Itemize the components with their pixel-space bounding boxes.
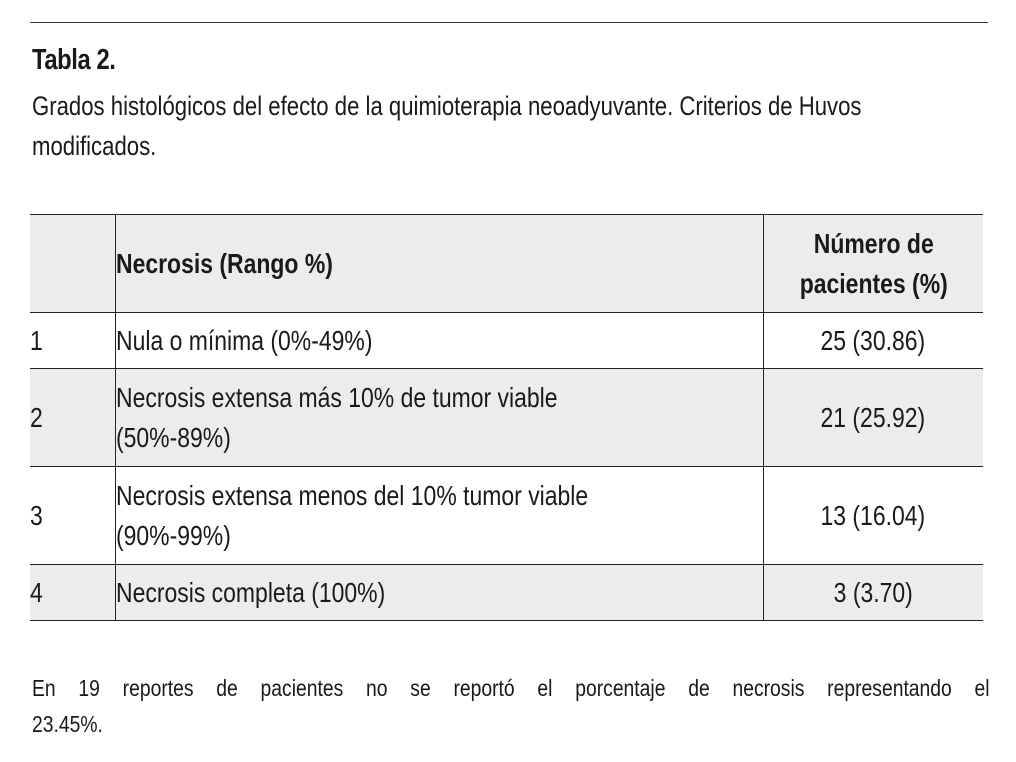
grade-cell: 2 [30,369,115,467]
patients-cell: 13 (16.04) [763,467,983,565]
table-footnote [32,670,990,742]
table-row [30,313,983,369]
patients-cell: 3 (3.70) [763,565,983,621]
patients-cell: 25 (30.86) [763,313,983,369]
patients-cell: 21 (25.92) [763,369,983,467]
necrosis-cell: Necrosis extensa más 10% de tumor viable (50%-89%) [115,369,763,467]
table-caption-line1: Grados histológicos del efecto de la quimioterapia neoadyuvante. Criterios de Huvos [32,91,862,121]
footnote-line1: En 19 reportes de pacientes no se reportó el porcentaje de necrosis representando el [32,675,990,701]
necrosis-cell: Necrosis extensa menos del 10% tumor viable (90%-99%) [115,467,763,565]
table-row [30,369,983,467]
header-necrosis: Necrosis (Rango %) [115,215,763,313]
grade-cell: 4 [30,565,115,621]
grade-cell: 3 [30,467,115,565]
top-rule [30,22,988,23]
table-caption-line2: modificados. [32,131,157,161]
footnote-line2: 23.45%. [32,711,103,737]
necrosis-grade-table [30,214,983,621]
table-row [30,467,983,565]
table-row [30,565,983,621]
necrosis-cell: Necrosis completa (100%) [115,565,763,621]
necrosis-cell: Nula o mínima (0%-49%) [115,313,763,369]
table-title: Tabla 2. [32,44,116,76]
table-caption [32,86,991,166]
grade-cell: 1 [30,313,115,369]
header-grade [30,215,115,313]
table-header-row [30,215,983,313]
header-patients: Número de pacientes (%) [763,215,983,313]
